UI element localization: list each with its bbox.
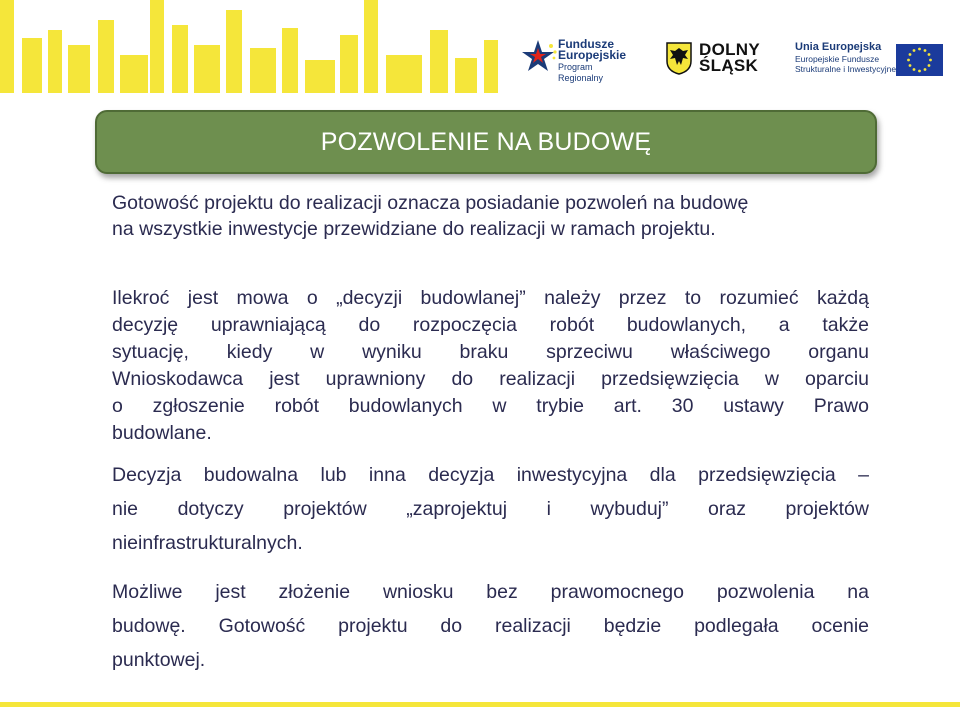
unia-europejska-logo [795,42,945,78]
paragraph-line: decyzję uprawniającą do rozpoczęcia robót budowlanych, a także [112,314,869,336]
paragraph-line: budowę. Gotowość projektu do realizacji będzie podlegała ocenie [112,615,869,637]
paragraph-line: Wnioskodawca jest uprawniony do realizacji przedsięwzięcia w oparciu [112,368,869,390]
fundusze-europejskie-logo [520,36,635,83]
paragraph-investment-decision [112,458,869,560]
eu-flag-icon [896,44,943,76]
bottom-accent-line [0,702,960,707]
partner-logos [0,0,960,93]
paragraph-line: budowlane. [112,422,212,444]
ds-line1: DOLNY [699,40,760,59]
paragraph-line: Ilekroć jest mowa o „decyzji budowlanej” należy przez to rozumieć każdą [112,287,869,309]
eagle-crest-icon [665,41,693,75]
dolny-slask-logo [665,41,775,77]
fe-line3: Program Regionalny [558,62,604,83]
page-title: POZWOLENIE NA BUDOWĘ [320,127,652,156]
ue-line1: Unia Europejska [795,41,882,53]
paragraph-line: Gotowość projektu do realizacji oznacza posiadanie pozwoleń na budowę [112,192,749,214]
paragraph-line: Decyzja budowalna lub inna decyzja inwestycyjna dla przedsięwzięcia – [112,464,869,486]
paragraph-line: Możliwe jest złożenie wniosku bez prawomocnego pozwolenia na [112,581,869,603]
ue-line3: Strukturalne i Inwestycyjne [795,64,897,74]
paragraph-readiness [112,190,869,242]
title-banner [95,110,877,174]
paragraph-line: na wszystkie inwestycje przewidziane do realizacji w ramach projektu. [112,218,716,240]
fe-star-icon [520,38,560,78]
paragraph-application-option [112,575,869,677]
paragraph-line: nieinfrastrukturalnych. [112,532,303,554]
fe-line1: Fundusze [558,37,614,51]
ue-line2: Europejskie Fundusze [795,54,880,64]
header-band [0,0,960,93]
paragraph-line: sytuację, kiedy w wyniku braku sprzeciwu właściwego organu [112,341,869,363]
paragraph-line: o zgłoszenie robót budowlanych w trybie art. 30 ustawy Prawo [112,395,869,417]
ds-line2: ŚLĄSK [699,56,759,75]
fe-line2: Europejskie [558,48,627,62]
paragraph-line: punktowej. [112,649,206,671]
paragraph-building-decision [112,285,869,447]
paragraph-line: nie dotyczy projektów „zaprojektuj i wybuduj” oraz projektów [112,498,869,520]
